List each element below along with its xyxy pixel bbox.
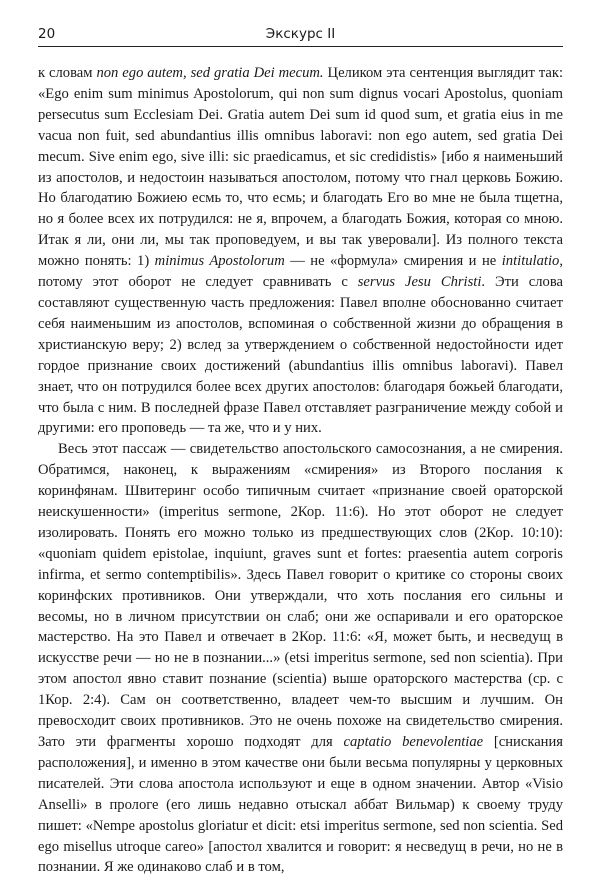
italic-phrase: captatio benevolentiae — [343, 734, 484, 750]
text-run: — не «формула» смирения и не — [284, 253, 502, 270]
paragraph — [38, 63, 563, 439]
text-run: Весь этот пассаж — свидетельство апостольского самосознания, а не смирения. Обратимся, наконец, к выражениям «смирения» из Второго послания к коринфянам. Швитеринг особо типичным считает «признание своей ораторской неискушенности» (imperitus sermone, 2Кор. 11:6). Но этот оборот не следует изолировать. Понять его можно только из предшествующих слов (2Кор. 10:10): «quoniam quidem epistolae, inquiunt, graves sunt et fortes: praesentia autem corporis infirma, et sermo contemptibilis». Здесь Павел говорит о критике со стороны своих коринфских противников. Они утверждали, что хоть послания его сильны и весомы, но в личном присутствии он слаб; они же оспаривали и его ораторское мастерство. На это Павел и отвечает в 2Кор. 11:6: «Я, может быть, и несведущ в искусстве речи — но не в познании...» (etsi imperitus sermone, sed non scientia). При этом апостол явно ставит познание (scientia) выше ораторского мастерства (ср. с 1Кор. 2:4). Сам он соответственно, владеет чем-то высшим и лучшим. Он превосходит своих противников. Это не очень похоже на свидетельство смирения. Зато эти фрагменты хорошо подходят для — [38, 441, 563, 750]
page-number: 20 — [38, 26, 56, 42]
running-header — [38, 20, 563, 46]
text-run: Целиком эта сентенция выглядит так: «Ego enim sum minimus Apostolorum, qui non sum dignus vocari Apostolus, quoniam persecutus sum Ecclesiam Dei. Gratia autem Dei sum id quod sum, et gratia eius in me vacua non fuit, sed abundantius illis omnibus laboravi: non ego autem, sed gratia Dei mecum. Sive enim ego, sive illi: sic praedicamus, et sic credidistis» [ибо я наименьший из апостолов, и недостоин называться апостолом, потому что гнал церковь Божию. Но благодатию Божиею есмь то, что есмь; и благодать Его во мне не была тщетна, но я более всех их потрудился: не я, впрочем, а благодать Божия, которая со мною. Итак я ли, они ли, мы так проповедуем, и вы так уверовали]. Из полного текста можно понять: 1) — [38, 65, 563, 270]
text-run: . Эти слова составляют существенную часть предложения: Павел вполне обоснованно считает себя наименьшим из апостолов, вспоминая о собственной жизни до обращения в христианскую веру; 2) вслед за утверждением о собственной недостойности идет гордое признание своих достижений (abundantius illis omnibus laboravi). Павел знает, что он потрудился более всех других апостолов: благодаря божьей благодати, что была с ним. В последней фразе Павел отставляет разграничение между собой и другими: его проповедь — та же, что и у них. — [38, 274, 563, 437]
paragraph — [38, 439, 563, 878]
italic-phrase: non ego autem, sed gratia Dei mecum. — [96, 65, 324, 81]
text-run: , потому этот оборот не следует сравнивать с — [38, 253, 563, 291]
header-rule — [38, 46, 563, 47]
body-text — [38, 63, 563, 878]
running-title: Экскурс II — [265, 26, 336, 42]
text-run: [снискания расположения], и именно в этом качестве они были весьма популярны у церковных писателей. Эти слова апостола используют и еще в одном значении. Автор «Visio Anselli» в прологе (его лишь недавно отыскал аббат Вильмар) к своему труду пишет: «Nempe apostolus gloriatur et dicit: etsi imperitus sermone, sed non scientia. Sed ego misellus utroque careo» [апостол хвалится и говорит: я несведущ в речи, но не в познании. Я же одинаково слаб и в том, — [38, 734, 564, 876]
text-run: к словам — [38, 65, 97, 81]
italic-phrase: servus Jesu Christi — [357, 274, 482, 291]
italic-phrase: intitulatio — [501, 253, 560, 270]
book-page — [38, 20, 563, 878]
italic-phrase: minimus Apostolorum — [154, 253, 285, 270]
